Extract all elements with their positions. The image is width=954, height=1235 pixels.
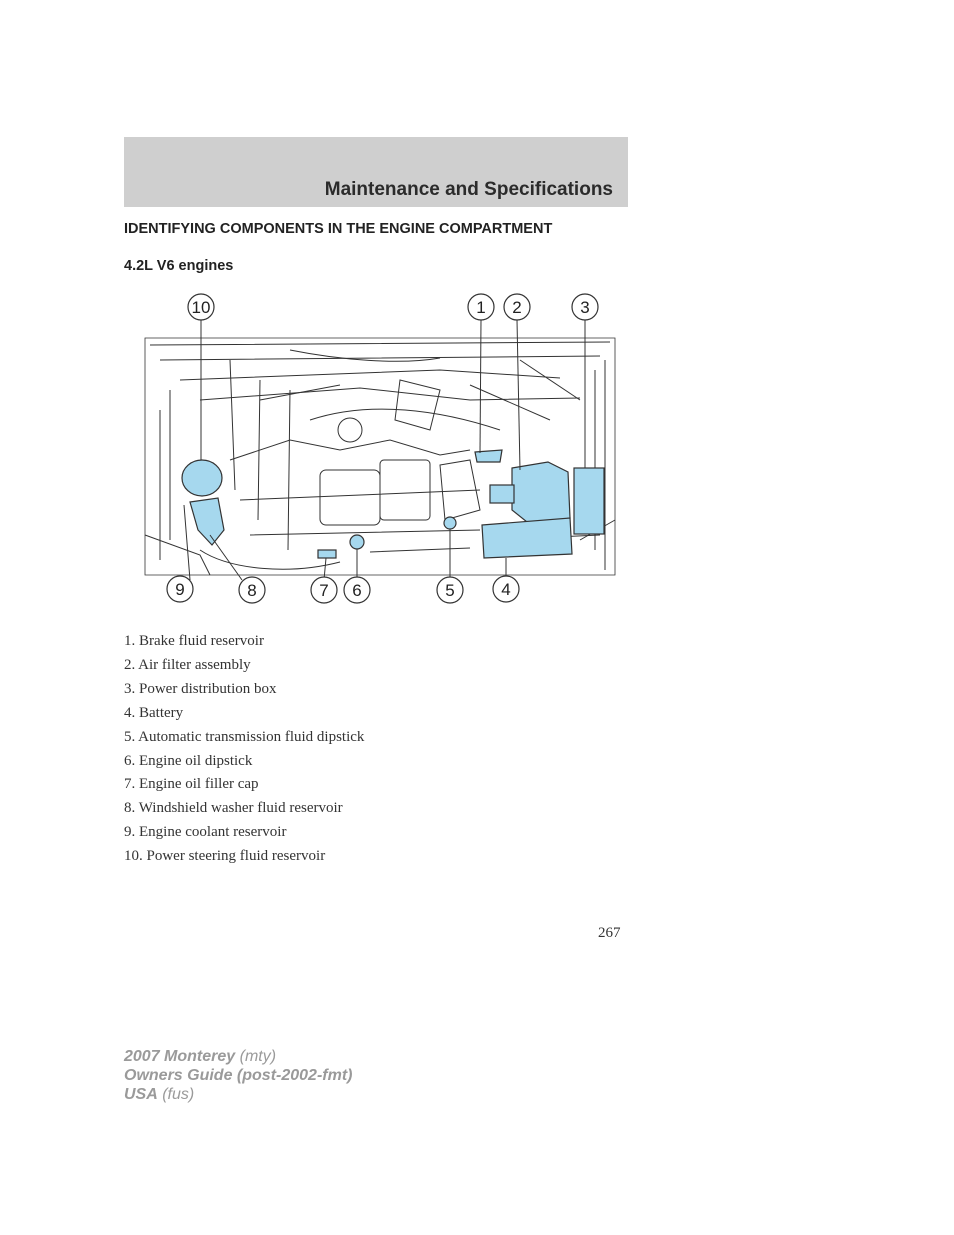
callout-10-label: 10 xyxy=(191,298,211,317)
callout-8-label: 8 xyxy=(247,581,257,600)
legend-item: 2. Air filter assembly xyxy=(124,656,251,673)
legend-item: 7. Engine oil filler cap xyxy=(124,776,259,793)
oil-dipstick-shape xyxy=(350,535,364,549)
document-footer xyxy=(124,1047,352,1104)
callout-2-label: 2 xyxy=(512,298,522,317)
callout-4-label: 4 xyxy=(501,580,511,599)
component-legend xyxy=(124,630,364,869)
legend-item: 5. Automatic transmission fluid dipstick xyxy=(124,728,365,745)
power-steering-reservoir-shape xyxy=(182,460,222,496)
brake-reservoir-shape xyxy=(475,450,502,462)
washer-reservoir-shape xyxy=(190,498,224,545)
oil-filler-cap-shape xyxy=(318,550,336,558)
header-band xyxy=(124,137,628,207)
power-distribution-box-shape xyxy=(574,468,604,534)
legend-item: 6. Engine oil dipstick xyxy=(124,752,253,769)
atf-dipstick-shape xyxy=(444,517,456,529)
legend-item: 8. Windshield washer fluid reservoir xyxy=(124,800,343,817)
callout-3-label: 3 xyxy=(580,298,590,317)
legend-item: 10. Power steering fluid reservoir xyxy=(124,848,326,865)
engine-compartment-diagram xyxy=(140,290,620,610)
footer-line-1: 2007 Monterey (mty) xyxy=(124,1048,277,1065)
legend-item: 1. Brake fluid reservoir xyxy=(124,633,264,649)
page-title: Maintenance and Specifications xyxy=(324,179,613,200)
battery-shape xyxy=(482,518,572,558)
legend-item: 3. Power distribution box xyxy=(124,680,277,697)
legend-item: 9. Engine coolant reservoir xyxy=(124,824,287,841)
callout-1-label: 1 xyxy=(476,298,486,317)
page-number: 267 xyxy=(598,925,621,941)
callout-6-label: 6 xyxy=(352,581,362,600)
callout-9-label: 9 xyxy=(175,580,185,599)
footer-line-3: USA (fus) xyxy=(124,1086,195,1103)
air-filter-inlet-shape xyxy=(490,485,514,503)
legend-item: 4. Battery xyxy=(124,704,184,721)
engine-diagram-svg xyxy=(140,290,620,610)
air-filter-shape xyxy=(512,462,570,526)
engine-subheading: 4.2L V6 engines xyxy=(124,258,234,274)
callout-5-label: 5 xyxy=(445,581,455,600)
callout-7-label: 7 xyxy=(319,581,329,600)
section-heading: IDENTIFYING COMPONENTS IN THE ENGINE COMPARTMENT xyxy=(124,221,553,237)
footer-line-2: Owners Guide (post-2002-fmt) xyxy=(124,1067,353,1084)
highlighted-components xyxy=(182,450,604,558)
